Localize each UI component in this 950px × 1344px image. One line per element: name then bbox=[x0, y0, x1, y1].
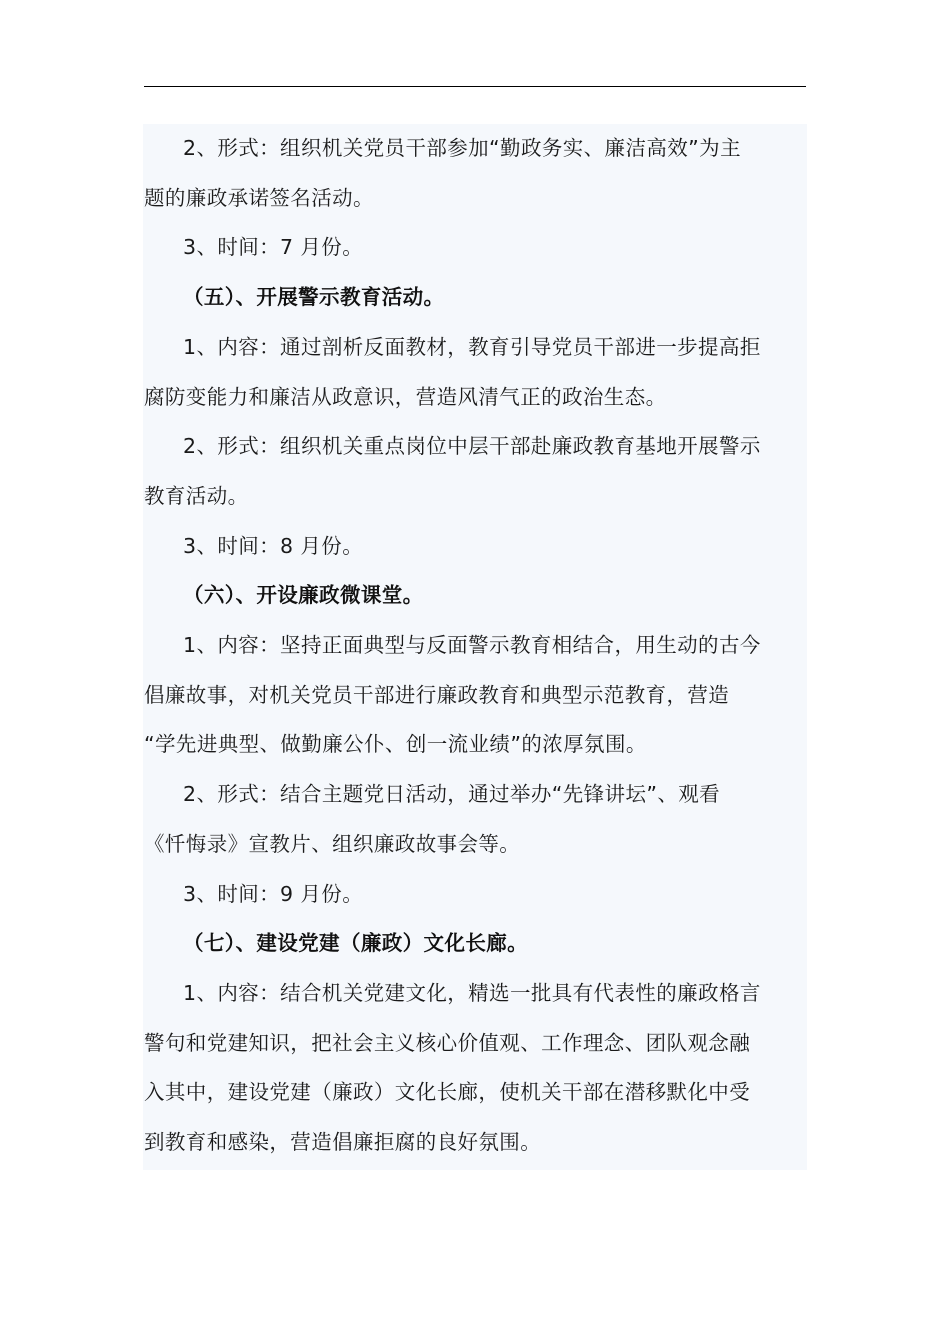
text-line: 1、内容：坚持正面典型与反面警示教育相结合，用生动的古今 bbox=[183, 633, 761, 658]
text-line: 3、时间：9 月份。 bbox=[183, 881, 364, 906]
text-line: 2、形式：结合主题党日活动，通过举办“先锋讲坛”、观看 bbox=[183, 782, 721, 807]
heading-text: （七）、建设党建（廉政）文化长廊。 bbox=[183, 931, 529, 956]
text-line: 题的廉政承诺签名活动。 bbox=[144, 185, 374, 210]
header-rule bbox=[144, 86, 806, 87]
paragraph-content-microclass bbox=[143, 621, 807, 770]
text-line: 1、内容：通过剖析反面教材，教育引导党员干部进一步提高拒 bbox=[183, 334, 761, 359]
paragraph-content-corridor bbox=[143, 969, 807, 1168]
text-line: 2、形式：组织机关重点岗位中层干部赴廉政教育基地开展警示 bbox=[183, 434, 761, 459]
text-line: 教育活动。 bbox=[144, 483, 249, 508]
text-line: 倡廉故事，对机关党员干部进行廉政教育和典型示范教育，营造 bbox=[144, 682, 730, 707]
paragraph-form-warning bbox=[143, 422, 807, 521]
text-line: 3、时间：7 月份。 bbox=[183, 235, 364, 260]
text-line: 警句和党建知识，把社会主义核心价值观、工作理念、团队观念融 bbox=[144, 1030, 751, 1055]
paragraph-time-september bbox=[143, 870, 807, 920]
text-line: 腐防变能力和廉洁从政意识，营造风清气正的政治生态。 bbox=[144, 384, 667, 409]
text-line: 2、形式：组织机关党员干部参加“勤政务实、廉洁高效”为主 bbox=[183, 136, 741, 160]
text-line: 1、内容：结合机关党建文化，精选一批具有代表性的廉政格言 bbox=[183, 980, 761, 1005]
paragraph-content-warning bbox=[143, 323, 807, 422]
section-heading-7 bbox=[143, 919, 807, 969]
paragraph-time-august bbox=[143, 522, 807, 572]
section-heading-5 bbox=[143, 273, 807, 323]
paragraph-form-microclass bbox=[143, 770, 807, 869]
document-body bbox=[143, 124, 807, 1170]
section-heading-6 bbox=[143, 571, 807, 621]
paragraph-time-july bbox=[143, 223, 807, 273]
paragraph-form-signing bbox=[143, 124, 807, 223]
text-line: 3、时间：8 月份。 bbox=[183, 533, 364, 558]
text-line: 《忏悔录》宣教片、组织廉政故事会等。 bbox=[144, 831, 521, 856]
text-line: 入其中，建设党建（廉政）文化长廊，使机关干部在潜移默化中受 bbox=[144, 1080, 751, 1105]
heading-text: （五）、开展警示教育活动。 bbox=[183, 285, 445, 310]
heading-text: （六）、开设廉政微课堂。 bbox=[183, 583, 424, 608]
text-line: “学先进典型、做勤廉公仆、创一流业绩”的浓厚氛围。 bbox=[144, 732, 647, 757]
text-line: 到教育和感染，营造倡廉拒腐的良好氛围。 bbox=[144, 1130, 542, 1155]
